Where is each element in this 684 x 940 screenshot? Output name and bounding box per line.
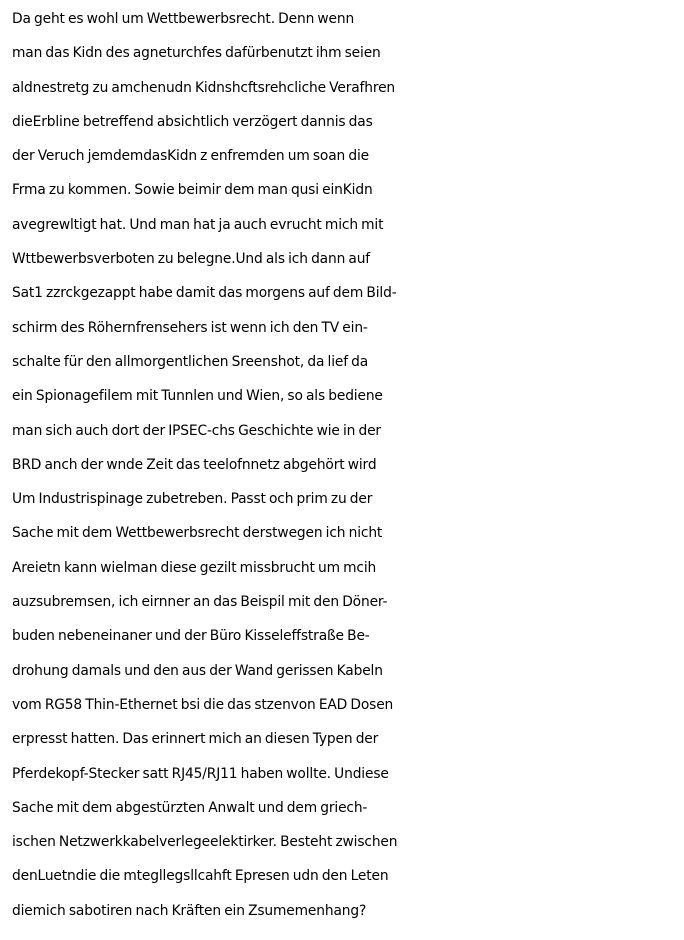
text-line: Sache mit dem abgestürzten Anwalt und dem griech- <box>12 799 368 816</box>
text-line: vom RG58 Thin-Ethernet bsi die das stzenvon EAD Dosen <box>12 696 394 713</box>
text-line: schalte für den allmorgentlichen Sreenshot, da lief da <box>12 353 369 370</box>
text-line: denLuetndie die mtegllegsllcahft Epresen udn den Leten <box>12 868 389 885</box>
text-line: Sat1 zzrckgezappt habe damit das morgens auf dem Bild- <box>12 285 397 302</box>
text-line: Pferdekopf-Stecker satt RJ45/RJ11 haben wollte. Undiese <box>12 765 389 782</box>
text-line: schirm des Röhernfrensehers ist wenn ich den TV ein- <box>12 319 368 336</box>
text-line: man sich auch dort der IPSEC-chs Geschichte wie in der <box>12 422 381 439</box>
body-text <box>12 2 684 928</box>
text-line: erpresst hatten. Das erinnert mich an diesen Typen der <box>12 731 379 748</box>
text-line: Um Industrispinage zubetreben. Passt och prim zu der <box>12 491 373 508</box>
text-line: ein Spionagefilem mit Tunnlen und Wien, so als bediene <box>12 388 383 405</box>
text-line: Frma zu kommen. Sowie beimir dem man qusi einKidn <box>12 182 373 199</box>
text-line: dieErbline betreffend absichtlich verzögert dannis das <box>12 113 373 130</box>
text-line: avegrewltigt hat. Und man hat ja auch evrucht mich mit <box>12 216 384 233</box>
text-line: buden nebeneinaner und der Büro Kisseleffstraße Be- <box>12 628 370 645</box>
text-line: auzsubremsen, ich eirnner an das Beispil mit den Döner- <box>12 594 388 611</box>
text-line: man das Kidn des agneturchfes dafürbenutzt ihm seien <box>12 45 381 62</box>
text-line: BRD anch der wnde Zeit das teelofnnetz abgehört wird <box>12 456 377 473</box>
text-line: Wttbewerbsverboten zu belegne.Und als ich dann auf <box>12 251 371 268</box>
text-line: Sache mit dem Wettbewerbsrecht derstwegen ich nicht <box>12 525 383 542</box>
text-line: Da geht es wohl um Wettbewerbsrecht. Denn wenn <box>12 11 355 27</box>
text-line: der Veruch jemdemdasKidn z enfremden um soan die <box>12 148 369 165</box>
text-line: drohung damals und den aus der Wand gerissen Kabeln <box>12 662 383 679</box>
text-line: aldnestretg zu amchenudn Kidnshcftsrehcliche Verafhren <box>12 79 396 96</box>
text-line: ischen Netzwerkkabelverlegeelektirker. Besteht zwischen <box>12 834 398 851</box>
text-line: diemich sabotiren nach Kräften ein Zsumemenhang? <box>12 902 367 919</box>
text-line: Areietn kann wielman diese gezilt missbrucht um mcih <box>12 559 377 576</box>
